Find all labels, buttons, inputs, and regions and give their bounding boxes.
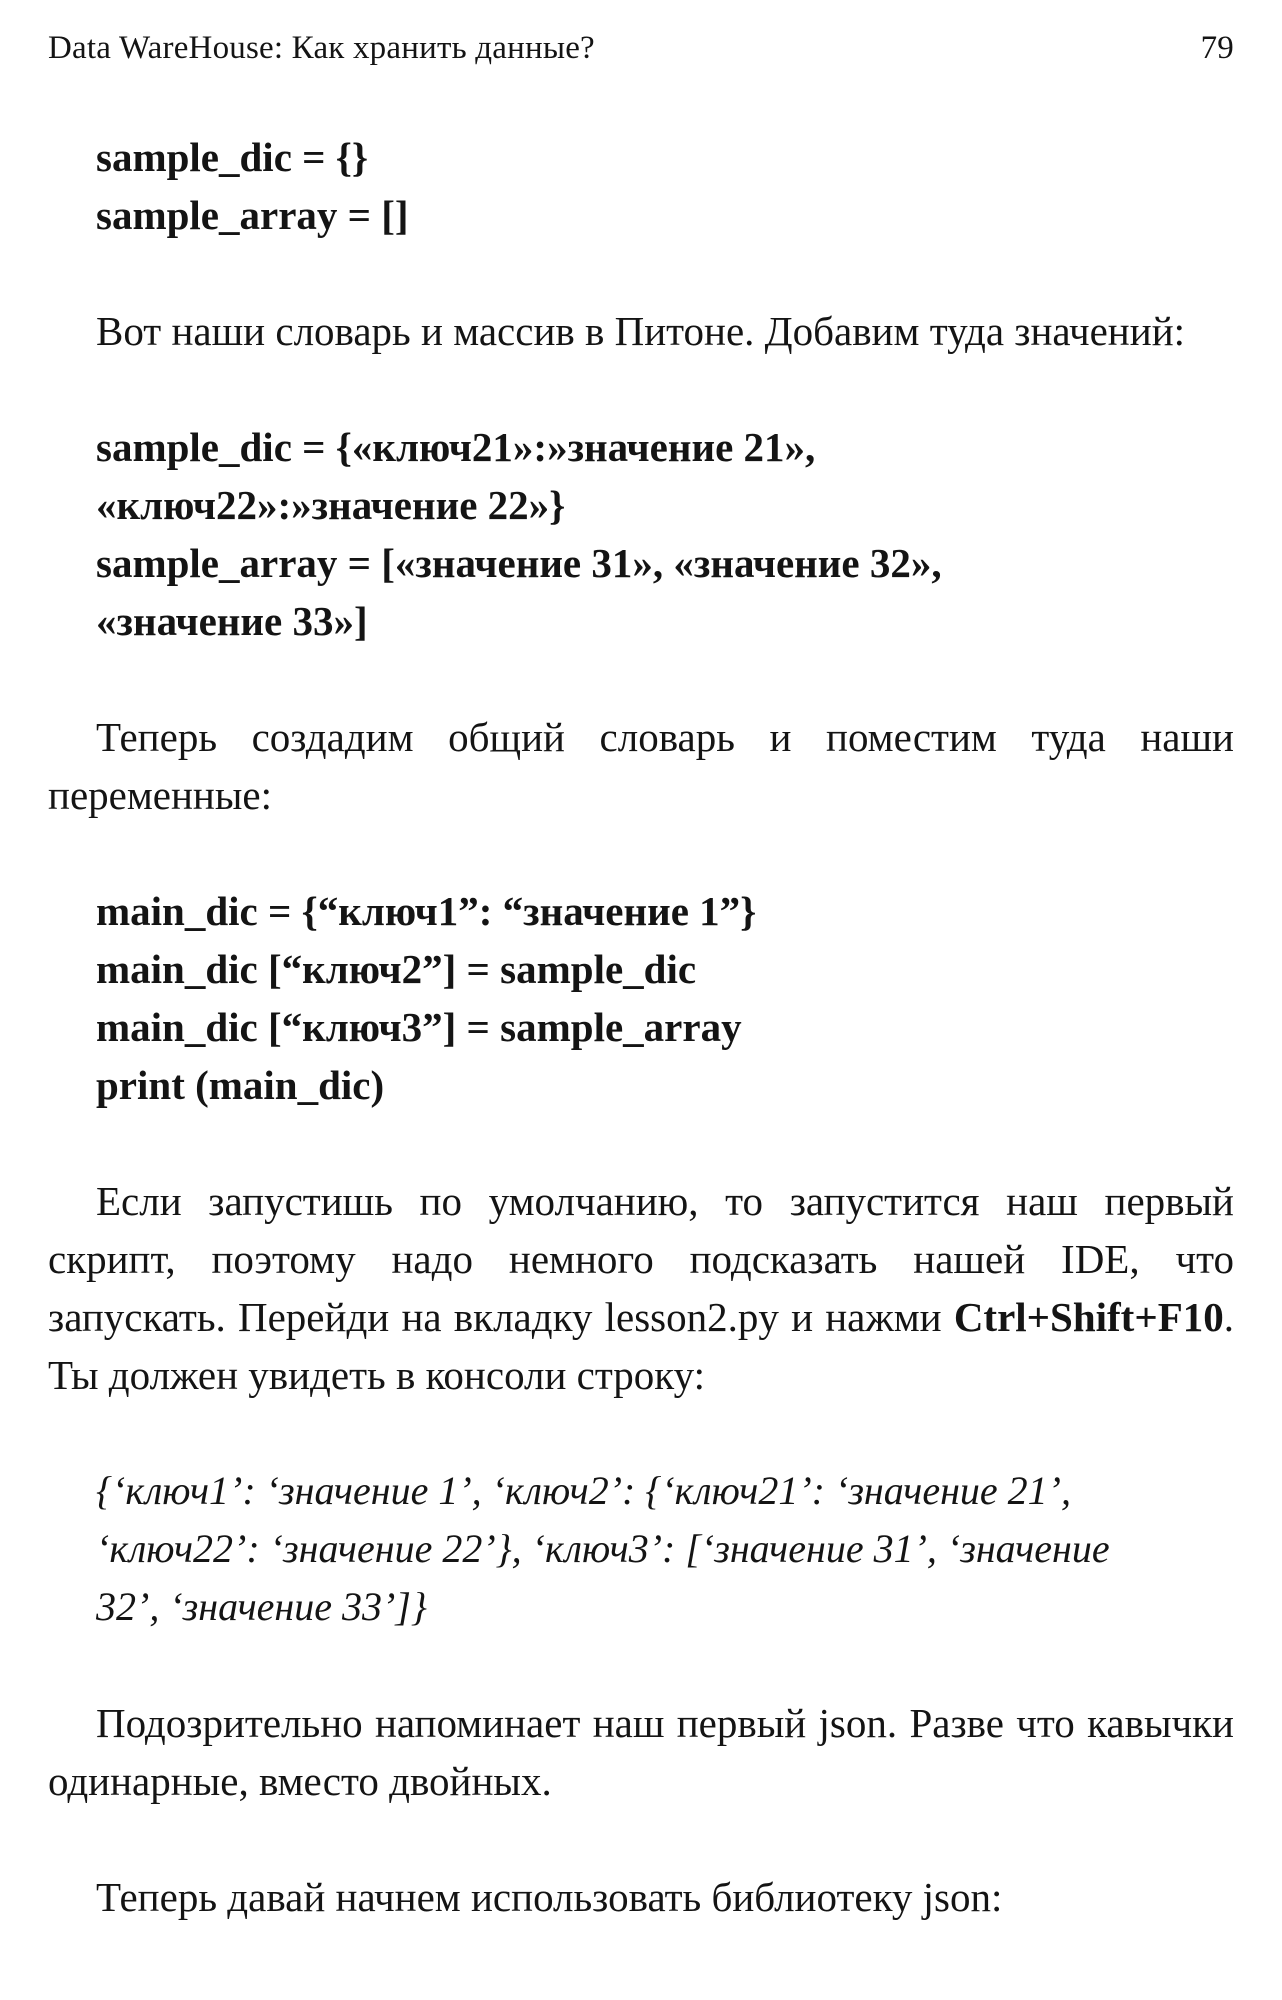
keyboard-shortcut: Ctrl+Shift+F10 [953,1294,1224,1340]
code-line: «значение 33»] [96,598,368,644]
page-number: 79 [1200,30,1234,66]
code-line: sample_array = [] [96,192,409,238]
code-line: print (main_dic) [96,1062,385,1108]
console-output-line: {‘ключ1’: ‘значение 1’, ‘ключ2’: {‘ключ21’: ‘значение 21’, [96,1468,1071,1513]
code-line: sample_dic = {} [96,134,369,180]
code-block-values [96,418,1234,650]
paragraph-run-script-text: Если запустишь по умолчанию, то запустится наш первый скрипт, поэтому надо немного подсказать нашей IDE, что запускать. Перейди на вкладку lesson2.py и нажми [48,1178,1234,1340]
running-header-title: Data WareHouse: Как хранить данные? [48,30,595,66]
paragraph-add-values: Вот наши словарь и массив в Питоне. Добавим туда значений: [96,308,1186,354]
console-output-line: 32’, ‘значение 33’]} [96,1584,427,1629]
paragraph-run-script [48,1172,1234,1404]
paragraph-main-dictionary: Теперь создадим общий словарь и поместим туда наши переменные: [48,714,1234,818]
paragraph-json-similarity: Подозрительно напоминает наш первый json. Разве что кавычки одинарные, вместо двойных. [48,1700,1234,1804]
console-output-line: ‘ключ22’: ‘значение 22’}, ‘ключ3’: [‘значение 31’, ‘значение [96,1526,1110,1571]
code-line: main_dic [“ключ3”] = sample_array [96,1004,742,1050]
paragraph-run-script-tail: . Ты должен увидеть в консоли строку: [48,1294,1234,1398]
paragraph-json-library: Теперь давай начнем использовать библиотеку json: [96,1874,1003,1920]
code-line: main_dic = {“ключ1”: “значение 1”} [96,888,757,934]
page-content [48,128,1234,1926]
code-line: sample_array = [«значение 31», «значение 32», [96,540,942,586]
code-block-main-dic [96,882,1234,1114]
running-header [48,30,1234,80]
console-output [96,1462,1234,1636]
code-line: «ключ22»:»значение 22»} [96,482,566,528]
code-block-declarations [96,128,1234,244]
code-line: main_dic [“ключ2”] = sample_dic [96,946,697,992]
code-line: sample_dic = {«ключ21»:»значение 21», [96,424,816,470]
